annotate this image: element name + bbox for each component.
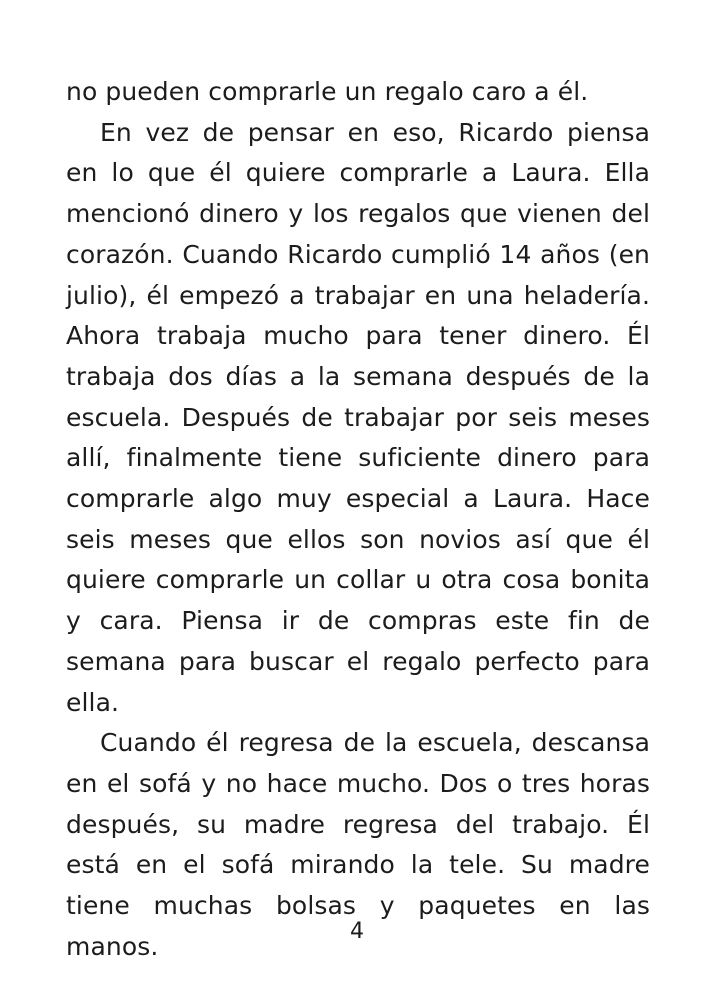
paragraph-ricardo-gift: En vez de pensar en eso, Ricardo piensa en lo que él quiere comprarle a Laura. Ella mencionó dinero y los regalos que vienen del corazón. Cuando Ricardo cumplió 14 años (en julio), él empezó a trabajar en una heladería. Ahora trabaja mucho para tener dinero. Él trabaja dos días a la semana después de la escuela. Después de trabajar por seis meses allí, finalmente tiene suficiente dinero para comprarle algo muy especial a Laura. Hace seis meses que ellos son novios así que él quiere comprarle un collar u otra cosa bonita y cara. Piensa ir de compras este fin de semana para buscar el regalo perfecto para ella. xyxy=(66,117,650,717)
paragraph-continuation: no pueden comprarle un regalo caro a él. xyxy=(66,77,589,106)
page-number: 4 xyxy=(350,919,364,944)
page-body-text xyxy=(66,72,650,967)
paragraph-mother-returns: Cuando él regresa de la escuela, descansa en el sofá y no hace mucho. Dos o tres horas después, su madre regresa del trabajo. Él está en el sofá mirando la tele. Su madre tiene muchas bolsas y paquetes en las manos. xyxy=(66,728,650,961)
